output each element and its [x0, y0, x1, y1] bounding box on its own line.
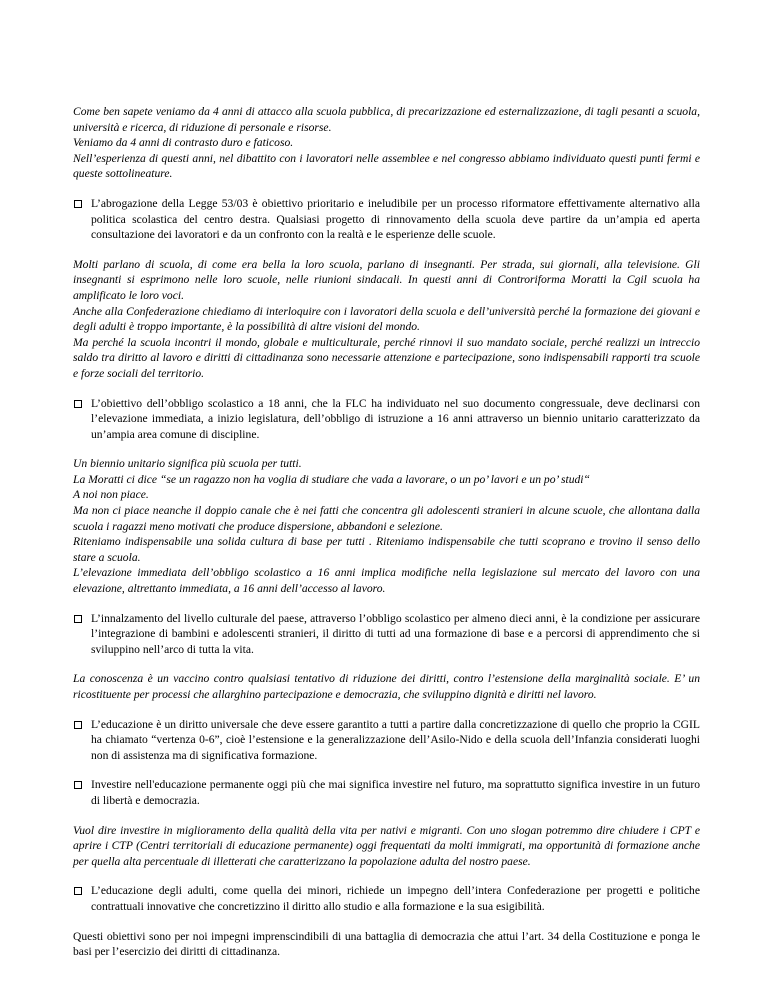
- paragraph-line: La Moratti ci dice “se un ragazzo non ha voglia di studiare che vada a lavorare, o un po’ lavori e un po’ studi“: [73, 472, 590, 486]
- bullet-text: L’educazione è un diritto universale che deve essere garantito a tutti a partire dalla concretizzazione di quello che proprio la CGIL ha chiamato “vertenza 0-6”, cioè l’estensione e la generalizzazione dell’Asilo-Nido e della scuola dell’Infanzia considerati luoghi non di assistenza ma di significativa formazione.: [91, 717, 700, 762]
- bullet-text: L’abrogazione della Legge 53/03 è obiettivo prioritario e ineludibile per un processo riformatore effettivamente alternativo alla politica scolastica del centro destra. Qualsiasi progetto di rinnovamento della scuola deve partire da un’ampia ed aperta consultazione dei lavoratori e da un confronto con la realtà e le esperienze delle scuole.: [91, 196, 700, 242]
- bullet-item: [73, 883, 700, 914]
- bullet-text: L’educazione degli adulti, come quella dei minori, richiede un impegno dell’intera Confederazione per progetti e politiche contrattuali innovative che concretizzino il diritto allo studio e alla formazione e la sua esigibilità.: [91, 884, 700, 913]
- paragraph-line: Vuol dire investire in miglioramento della qualità della vita per nativi e migranti. Con uno slogan potremmo dire chiudere i CPT e aprire i CTP (Centri territoriali di educazione permanente) oggi frequentati da molti immigrati, ma opportunità di formazione anche per quella alta percentuale di illetterati che caratterizzano la popolazione adulta del nostro paese.: [73, 823, 700, 868]
- paragraph-line: Ma non ci piace neanche il doppio canale che è nei fatti che concentra gli adolescenti stranieri in alcune scuole, che allontana dalla scuola i ragazzi meno motivati che produce dispersione, abbandoni e selezione.: [73, 504, 700, 533]
- bullet-text: L’innalzamento del livello culturale del paese, attraverso l’obbligo scolastico per almeno dieci anni, è la condizione per assicurare l’integrazione di bambini e adolescenti stranieri, il diritto di tutti ad una formazione di base e a percorsi di apprendimento che si sviluppino nell’arco di tutta la vita.: [91, 611, 700, 656]
- paragraph-line: Molti parlano di scuola, di come era bella la loro scuola, parlano di insegnanti. Per strada, sui giornali, alla televisione. Gli insegnanti si esprimono nelle loro scuole, nelle riunioni sindacali. In questi anni di Controriforma Moratti la Cgil scuola ha amplificato le loro voci.: [73, 257, 700, 302]
- checkbox-bullet-icon: [74, 887, 82, 895]
- intro-paragraph: [73, 104, 700, 182]
- intro-line: Come ben sapete veniamo da 4 anni di attacco alla scuola pubblica, di precarizzazione ed esternalizzazione, di tagli pesanti a scuola, università e ricerca, di riduzione di personale e risorse.: [73, 105, 700, 134]
- checkbox-bullet-icon: [74, 781, 82, 789]
- paragraph-line: Ma perché la scuola incontri il mondo, globale e multiculturale, perché rinnovi il suo mandato sociale, perché realizzi un intreccio saldo tra diritto al lavoro e diritti di cittadinanza sono necessarie attenzione e partecipazione, sono indispensabili rapporti tra scuole e forze sociali del territorio.: [73, 335, 700, 380]
- paragraph-line: La conoscenza è un vaccino contro qualsiasi tentativo di riduzione dei diritti, contro l’estensione della marginalità sociale. E’ un ricostituente per processi che allarghino partecipazione e democrazia, che sviluppino dignità e diritti nel lavoro.: [73, 672, 700, 701]
- bullet-item: [73, 777, 700, 808]
- italic-paragraph: [73, 456, 700, 596]
- intro-line: Nell’esperienza di questi anni, nel dibattito con i lavoratori nelle assemblee e nel congresso abbiamo individuato questi punti fermi e queste sottolineature.: [73, 151, 700, 181]
- closing-paragraph: [73, 929, 700, 960]
- paragraph-line: Un biennio unitario significa più scuola per tutti.: [73, 457, 302, 471]
- italic-paragraph: [73, 823, 700, 870]
- bullet-text: Investire nell'educazione permanente oggi più che mai significa investire nel futuro, ma soprattutto significa investire in un futuro di libertà e democrazia.: [91, 778, 700, 807]
- bullet-item: [73, 396, 700, 443]
- paragraph-line: A noi non piace.: [73, 488, 149, 502]
- italic-paragraph: [73, 257, 700, 382]
- paragraph-line: Anche alla Confederazione chiediamo di interloquire con i lavoratori della scuola e dell’università perché la formazione dei giovani e degli adulti è troppo importante, è la possibilità di altre visioni del mondo.: [73, 304, 700, 334]
- italic-paragraph: [73, 671, 700, 702]
- bullet-item: [73, 717, 700, 764]
- checkbox-bullet-icon: [74, 615, 82, 623]
- closing-text: Questi obiettivi sono per noi impegni imprenscindibili di una battaglia di democrazia che attui l’art. 34 della Costituzione e ponga le basi per l’esercizio dei diritti di cittadinanza.: [73, 929, 700, 959]
- checkbox-bullet-icon: [74, 721, 82, 729]
- bullet-item: [73, 196, 700, 243]
- bullet-text: L’obiettivo dell’obbligo scolastico a 18 anni, che la FLC ha individuato nel suo documento congressuale, deve declinarsi con l’elevazione immediata, a inizio legislatura, dell’obbligo di istruzione a 16 anni attraverso un biennio unitario caratterizzato da un’ampia area comune di discipline.: [91, 396, 700, 441]
- paragraph-line: L’elevazione immediata dell’obbligo scolastico a 16 anni implica modifiche nella legislazione sul mercato del lavoro con una elevazione, altrettanto immediata, a 16 anni dell’accesso al lavoro.: [73, 566, 700, 596]
- checkbox-bullet-icon: [74, 200, 82, 208]
- intro-line: Veniamo da 4 anni di contrasto duro e faticoso.: [73, 136, 294, 150]
- paragraph-line: Riteniamo indispensabile una solida cultura di base per tutti . Riteniamo indispensabile che tutti scoprano e trovino il senso dello stare a scuola.: [73, 535, 700, 564]
- checkbox-bullet-icon: [74, 400, 82, 408]
- bullet-item: [73, 611, 700, 658]
